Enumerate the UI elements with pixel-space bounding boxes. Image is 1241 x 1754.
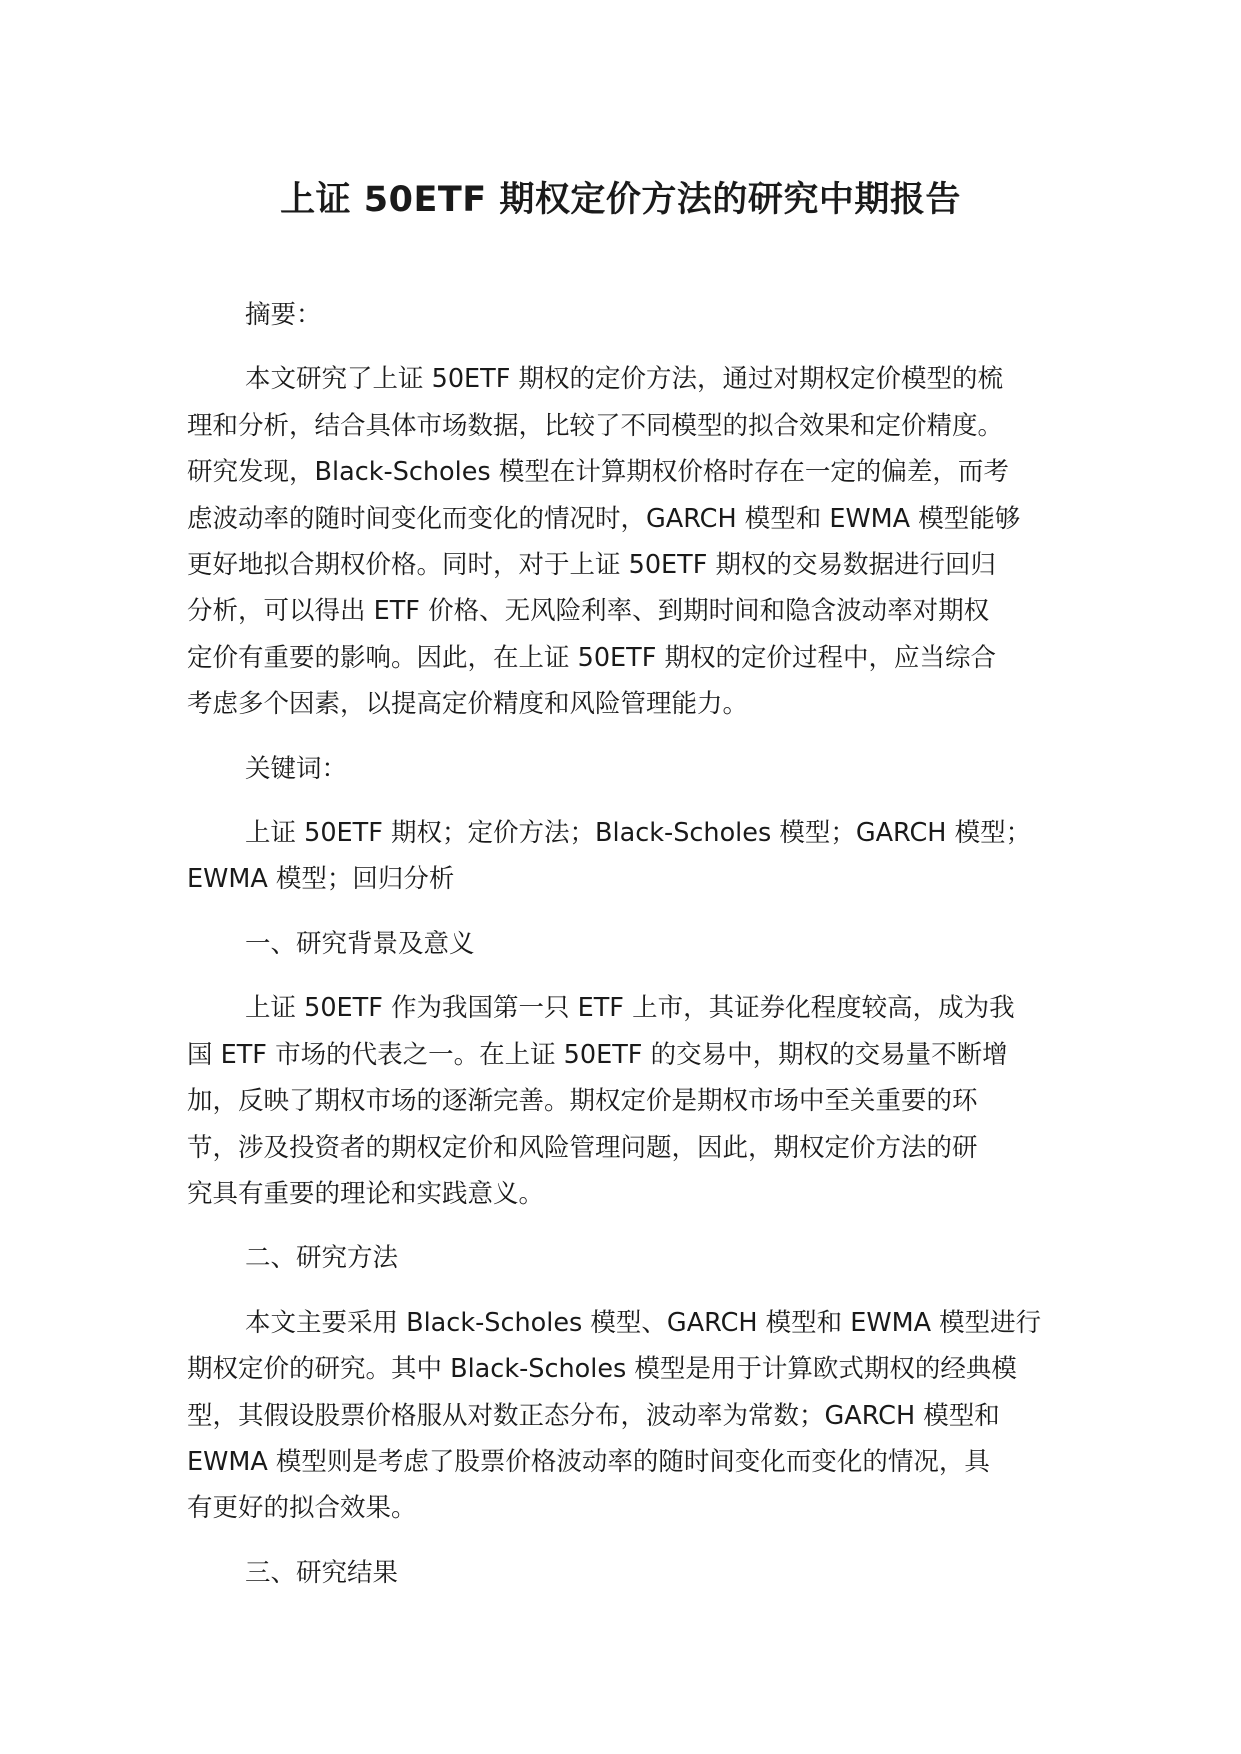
keywords-paragraph — [187, 810, 1067, 903]
section1-paragraph — [187, 985, 1067, 1217]
section2-line: 型，其假设股票价格服从对数正态分布，波动率为常数；GARCH 模型和 — [187, 1400, 1000, 1431]
abstract-line: 考虑多个因素，以提高定价精度和风险管理能力。 — [187, 689, 749, 720]
section2-heading: 二、研究方法 — [245, 1243, 399, 1274]
abstract-paragraph — [187, 356, 1067, 727]
abstract-line: 更好地拟合期权价格。同时，对于上证 50ETF 期权的交易数据进行回归 — [187, 550, 997, 581]
section2-paragraph — [187, 1300, 1067, 1532]
keywords-line: 上证 50ETF 期权；定价方法；Black-Scholes 模型；GARCH 模型； — [245, 818, 1032, 849]
document-body — [187, 292, 1067, 1614]
section1-line: 究具有重要的理论和实践意义。 — [187, 1178, 545, 1209]
abstract-line: 理和分析，结合具体市场数据，比较了不同模型的拟合效果和定价精度。 — [187, 410, 1004, 441]
section2-line: 有更好的拟合效果。 — [187, 1493, 417, 1524]
keywords-label: 关键词： — [245, 753, 348, 784]
document-title: 上证 50ETF 期权定价方法的研究中期报告 — [280, 180, 961, 220]
section1-line: 上证 50ETF 作为我国第一只 ETF 上市，其证券化程度较高，成为我 — [245, 993, 1015, 1024]
section2-line: 本文主要采用 Black-Scholes 模型、GARCH 模型和 EWMA 模型进行 — [245, 1307, 1042, 1338]
section3-heading: 三、研究结果 — [245, 1557, 399, 1588]
abstract-line: 定价有重要的影响。因此，在上证 50ETF 期权的定价过程中，应当综合 — [187, 642, 997, 673]
abstract-line: 虑波动率的随时间变化而变化的情况时，GARCH 模型和 EWMA 模型能够 — [187, 503, 1021, 534]
section2-line: 期权定价的研究。其中 Black-Scholes 模型是用于计算欧式期权的经典模 — [187, 1354, 1017, 1385]
abstract-line: 研究发现，Black-Scholes 模型在计算期权价格时存在一定的偏差，而考 — [187, 457, 1009, 488]
section1-heading: 一、研究背景及意义 — [245, 928, 475, 959]
abstract-label: 摘要： — [245, 300, 322, 330]
section2-line: EWMA 模型则是考虑了股票价格波动率的随时间变化而变化的情况，具 — [187, 1446, 990, 1477]
abstract-line: 本文研究了上证 50ETF 期权的定价方法，通过对期权定价模型的梳 — [245, 364, 1004, 395]
section1-line: 节，涉及投资者的期权定价和风险管理问题，因此，期权定价方法的研 — [187, 1132, 978, 1163]
keywords-line: EWMA 模型；回归分析 — [187, 864, 455, 895]
abstract-line: 分析，可以得出 ETF 价格、无风险利率、到期时间和隐含波动率对期权 — [187, 596, 990, 627]
section1-line: 加，反映了期权市场的逐渐完善。期权定价是期权市场中至关重要的环 — [187, 1086, 978, 1117]
section1-line: 国 ETF 市场的代表之一。在上证 50ETF 的交易中，期权的交易量不断增 — [187, 1039, 1008, 1070]
